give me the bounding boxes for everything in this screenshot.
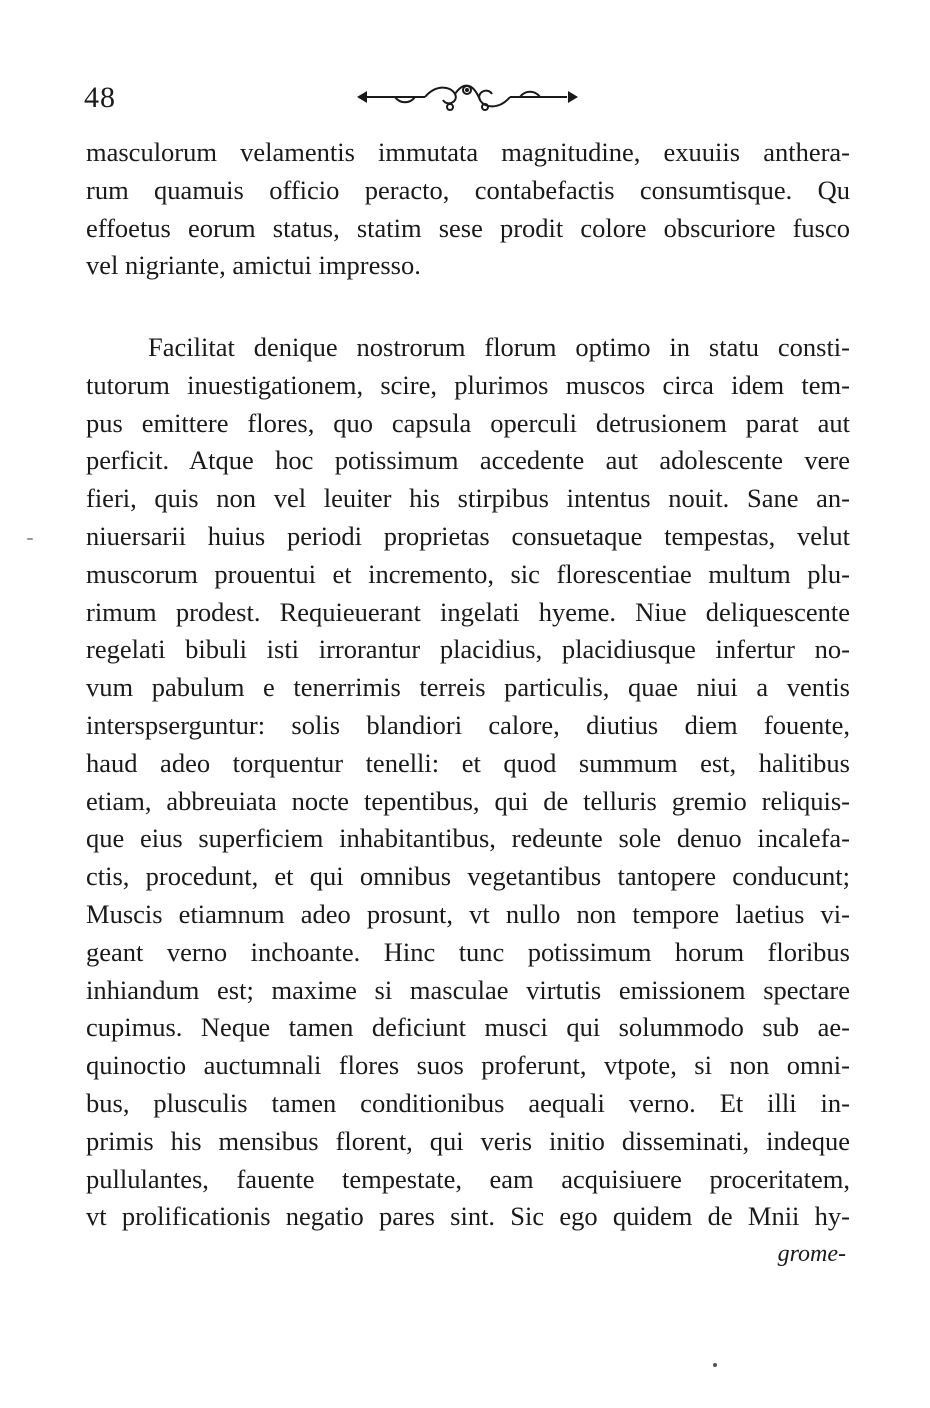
floral-ornament-icon [355,80,580,114]
page-number: 48 [84,81,116,114]
catchword: grome- [777,1241,846,1267]
text-line: regelati bibuli isti irrorantur placidius, placidiusque infertur no- [86,634,850,665]
ink-speck [713,1363,717,1367]
text-line: etiam, abbreuiata nocte tepentibus, qui de telluris gremio reliquis- [86,785,850,816]
text-line: primis his mensibus florent, qui veris initio disseminati, indeque [86,1125,850,1156]
text-line: vt prolificationis negatio pares sint. Sic ego quidem de Mnii hy- [86,1201,850,1232]
text-line: haud adeo torquentur tenelli: et quod summum est, halitibus [86,747,850,778]
text-line: cupimus. Neque tamen deficiunt musci qui solummodo sub ae- [86,1012,850,1043]
text-line: quinoctio auctumnali flores suos proferunt, vtpote, si non omni- [86,1050,850,1081]
text-line: effoetus eorum status, statim sese prodit colore obscuriore fusco [86,212,850,243]
ink-speck [27,538,33,540]
text-line: pus emittere flores, quo capsula operculi detrusionem parat aut [86,407,850,438]
paragraph-2 [86,329,850,1236]
text-line: rimum prodest. Requieuerant ingelati hyeme. Niue deliquescente [86,596,850,627]
text-line: ctis, procedunt, et qui omnibus vegetantibus tantopere conducunt; [86,861,850,892]
text-line: Facilitat denique nostrorum florum optimo in statu consti- [148,332,850,362]
text-line: vel nigriante, amictui impresso. [86,250,421,281]
text-line: muscorum prouentui et incremento, sic florescentiae multum plu- [86,558,850,589]
text-line: pullulantes, fauente tempestate, eam acquisiuere proceritatem, [86,1163,850,1194]
text-line: inhiandum est; maxime si masculae virtutis emissionem spectare [86,974,850,1005]
text-line: que eius superficiem inhabitantibus, redeunte sole denuo incalefa- [86,823,850,854]
text-line: geant verno inchoante. Hinc tunc potissimum horum floribus [86,936,850,967]
text-line: vum pabulum e tenerrimis terreis particulis, quae niui a ventis [86,672,850,703]
text-line: interspserguntur: solis blandiori calore, diutius diem fouente, [86,709,850,740]
text-line: perficit. Atque hoc potissimum accedente aut adolescente vere [86,445,850,476]
text-line: masculorum velamentis immutata magnitudine, exuuiis anthera- [86,137,850,167]
text-line: rum quamuis officio peracto, contabefactis consumtisque. Qu [86,174,850,205]
text-line: bus, plusculis tamen conditionibus aequali verno. Et illi in- [86,1087,850,1118]
text-line: Muscis etiamnum adeo prosunt, vt nullo non tempore laetius vi- [86,898,850,929]
text-line: tutorum inuestigationem, scire, plurimos muscos circa idem tem- [86,369,850,400]
paragraph-1 [86,134,850,285]
text-line: niuersarii huius periodi proprietas consuetaque tempestas, velut [86,520,850,551]
text-line: fieri, quis non vel leuiter his stirpibus intentus nouit. Sane an- [86,483,850,514]
